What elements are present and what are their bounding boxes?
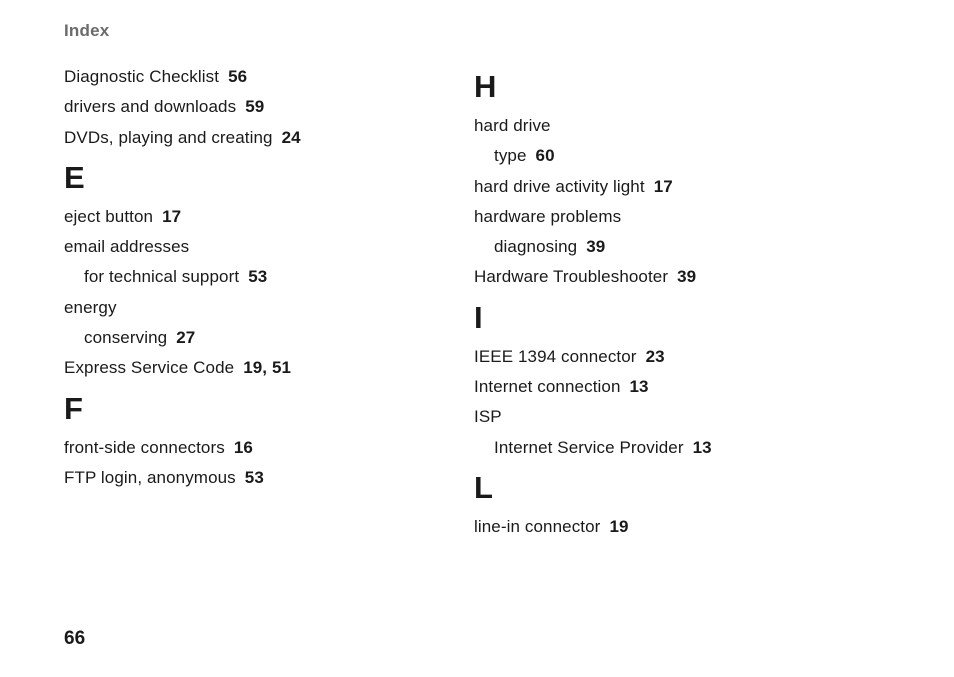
index-page-ref: 60: [535, 146, 555, 166]
index-page-ref: 59: [245, 97, 265, 117]
index-term: line-in connector: [474, 516, 601, 536]
index-term: type: [494, 146, 527, 166]
index-entry: [64, 463, 444, 493]
index-subentry: [474, 232, 854, 262]
index-subentry: [64, 262, 444, 292]
index-page-ref: 16: [233, 437, 253, 457]
index-page-ref: 17: [162, 206, 182, 226]
index-term: DVDs, playing and creating: [64, 127, 273, 147]
index-page-ref: 39: [677, 267, 697, 287]
index-term: FTP login, anonymous: [64, 467, 236, 487]
index-term: hard drive activity light: [474, 176, 645, 196]
index-entry: [474, 342, 854, 372]
index-subentry: [474, 141, 854, 171]
index-letter-heading: L: [474, 469, 493, 505]
index-page-ref: 24: [281, 127, 301, 147]
index-entry: [474, 111, 854, 141]
index-page-ref: 17: [653, 176, 673, 196]
index-term: hardware problems: [474, 206, 622, 226]
index-page-ref: 13: [629, 377, 649, 397]
index-page-ref: 19, 51: [243, 358, 292, 378]
index-term: Internet connection: [474, 377, 621, 397]
index-term: Diagnostic Checklist: [64, 67, 220, 86]
index-entry: [64, 202, 444, 232]
index-term: energy: [64, 297, 117, 317]
page-header: Index: [64, 21, 110, 40]
index-column-left: [64, 62, 444, 493]
index-page-ref: 53: [248, 267, 268, 287]
index-term: front-side connectors: [64, 437, 225, 457]
index-subentry: [474, 433, 854, 463]
index-term: for technical support: [84, 267, 240, 287]
page-number: 66: [64, 628, 86, 649]
index-page-ref: 56: [228, 67, 248, 86]
index-term: diagnosing: [494, 237, 578, 257]
index-entry: [64, 92, 444, 122]
index-term: hard drive: [474, 116, 551, 135]
index-page-ref: 23: [645, 346, 665, 366]
index-entry: [64, 353, 444, 383]
index-letter-heading: I: [474, 299, 483, 335]
index-entry: [64, 293, 444, 323]
index-term: ISP: [474, 407, 502, 427]
index-entry: [474, 262, 854, 292]
index-page-ref: 39: [586, 237, 606, 257]
index-term: email addresses: [64, 237, 190, 257]
index-entry: [474, 372, 854, 402]
index-term: eject button: [64, 206, 154, 226]
index-entry: [64, 123, 444, 153]
index-entry: [474, 402, 854, 432]
index-letter-heading: F: [64, 390, 83, 426]
index-entry: [64, 433, 444, 463]
index-term: Internet Service Provider: [494, 437, 684, 457]
index-page-ref: 13: [692, 437, 712, 457]
index-letter-heading: H: [474, 69, 497, 104]
index-letter-heading: E: [64, 159, 85, 195]
index-term: IEEE 1394 connector: [474, 346, 637, 366]
index-entry: [64, 232, 444, 262]
index-term: drivers and downloads: [64, 97, 237, 117]
index-page-ref: 19: [609, 516, 629, 536]
index-page-ref: 27: [176, 328, 196, 348]
index-term: conserving: [84, 328, 168, 348]
index-page-ref: 53: [244, 467, 264, 487]
index-column-right: [474, 62, 854, 542]
index-entry: [474, 512, 854, 542]
index-subentry: [64, 323, 444, 353]
index-entry: [474, 202, 854, 232]
index-entry: [474, 172, 854, 202]
index-term: Express Service Code: [64, 358, 235, 378]
index-entry: [64, 62, 444, 92]
index-term: Hardware Troubleshooter: [474, 267, 669, 287]
